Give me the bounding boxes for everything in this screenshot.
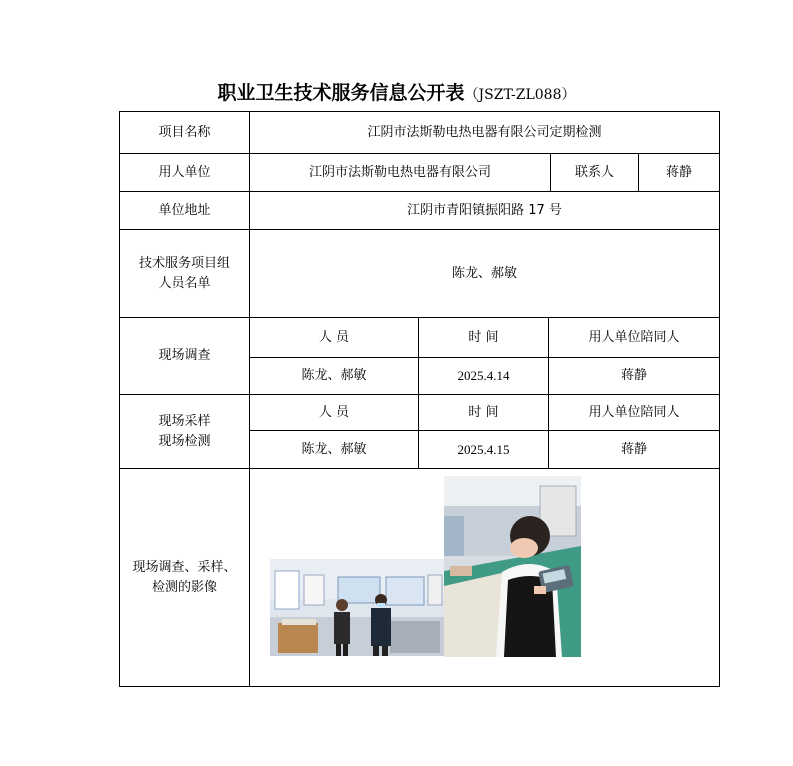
survey-col-time: 时 间 <box>468 329 499 345</box>
survey-col-personnel: 人 员 <box>318 329 350 345</box>
survey-personnel: 陈龙、郝敏 <box>301 368 367 383</box>
project-name-label: 项目名称 <box>158 124 211 140</box>
contact-label: 联系人 <box>574 164 614 180</box>
address-label: 单位地址 <box>158 202 211 218</box>
title-main: 职业卫生技术服务信息公开表 <box>217 82 465 104</box>
title-code: （JSZT-ZL088） <box>464 87 576 103</box>
team-value: 陈龙、郝敏 <box>451 265 517 281</box>
sampling-col-time: 时 间 <box>468 404 499 420</box>
project-name-value: 江阴市法斯勒电热电器有限公司定期检测 <box>367 124 602 140</box>
employer-value: 江阴市法斯勒电热电器有限公司 <box>308 164 491 180</box>
info-table <box>119 111 720 687</box>
address-value: 江阴市青阳镇振阳路 17 号 <box>407 202 562 218</box>
page-title <box>0 78 793 105</box>
survey-time: 2025.4.14 <box>457 368 510 383</box>
sampling-photo <box>444 476 581 657</box>
survey-label: 现场调查 <box>158 348 211 363</box>
sampling-col-personnel: 人 员 <box>318 404 350 420</box>
sampling-label: 现场采样 现场检测 <box>158 413 211 449</box>
images-label: 现场调查、采样、 检测的影像 <box>132 559 237 595</box>
employer-label: 用人单位 <box>158 164 211 180</box>
survey-photo <box>270 559 444 656</box>
sampling-time: 2025.4.15 <box>457 441 510 457</box>
survey-escort: 蒋静 <box>620 368 647 383</box>
sampling-escort: 蒋静 <box>620 441 647 457</box>
sampling-personnel: 陈龙、郝敏 <box>301 441 367 457</box>
contact-value: 蒋静 <box>665 164 692 180</box>
sampling-col-escort: 用人单位陪同人 <box>588 404 680 420</box>
survey-col-escort: 用人单位陪同人 <box>588 329 680 345</box>
team-label: 技术服务项目组 人员名单 <box>138 255 230 291</box>
